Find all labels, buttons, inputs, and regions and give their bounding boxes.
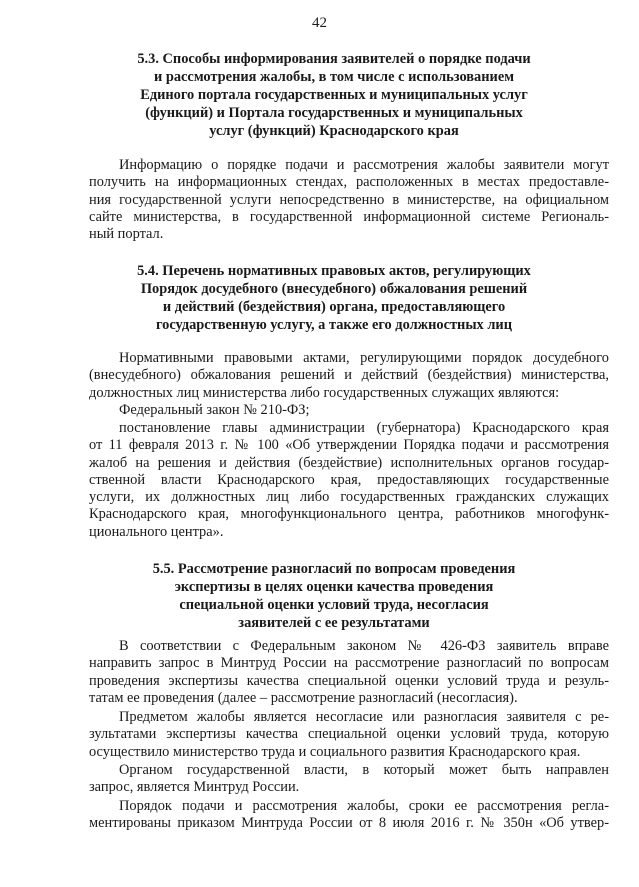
paragraph-line: получить на информационных стендах, расположенных в местах предоставле- [89, 174, 609, 191]
paragraph-line: запрос, является Минтруд России. [89, 779, 300, 796]
paragraph-line: зультатами экспертизы качества специальной оценки условий труда, которую [89, 726, 609, 743]
paragraph-line: сайте министерства, в государственной информационной системе Региональ- [89, 208, 609, 225]
paragraph-line: Федеральный закон № 210-ФЗ; [119, 402, 310, 418]
paragraph-line: (внесудебного) обжалования решений и действий (бездействия) министерства, [89, 367, 609, 384]
paragraph-line: услуги, их должностных лиц либо государственных гражданских служащих [89, 489, 609, 506]
paragraph-line: осуществило министерство труда и социального развития Краснодарского края. [89, 743, 581, 760]
section-5-5-paragraph-4 [89, 798, 609, 833]
paragraph-line: направить запрос в Минтруд России на рассмотрение разногласий по вопросам [89, 655, 609, 672]
paragraph-line: Предметом жалобы является несогласие или разногласия заявителя с ре- [119, 709, 609, 725]
paragraph-line: жалоб на решения и действия (бездействие) исполнительных органов государ- [89, 454, 609, 471]
paragraph-line: ственной власти Краснодарского края, предоставляющих государственные [89, 471, 609, 488]
heading-line: 5.3. Способы информирования заявителей о порядке подачи [137, 51, 531, 67]
paragraph-line: ционального центра». [89, 523, 224, 540]
heading-line: и действий (бездействия) органа, предоставляющего [162, 299, 506, 315]
paragraph-line: постановление главы администрации (губернатора) Краснодарского края [119, 420, 609, 436]
section-5-3-paragraph-1 [89, 157, 609, 243]
paragraph-line: Порядок подачи и рассмотрения жалобы, сроки ее рассмотрения регла- [119, 798, 609, 814]
section-5-5-heading [108, 560, 560, 632]
paragraph-line: от 11 февраля 2013 г. № 100 «Об утверждении Порядка подачи и рассмотрения [89, 437, 609, 454]
paragraph-line: Нормативными правовыми актами, регулирующими порядок досудебного [119, 350, 609, 366]
section-5-4-paragraph-3 [89, 420, 609, 541]
paragraph-line: должностных лиц министерства либо государственных служащих являются: [89, 384, 560, 401]
paragraph-line: В соответствии с Федеральным законом № 426-ФЗ заявитель вправе [119, 638, 609, 654]
paragraph-line: ментированы приказом Минтруда России от 8 июля 2016 г. № 350н «Об утвер- [89, 815, 609, 832]
heading-line: 5.4. Перечень нормативных правовых актов, регулирующих [137, 263, 531, 279]
heading-line: и рассмотрения жалобы, в том числе с использованием [153, 69, 515, 85]
page-number: 42 [312, 15, 327, 31]
paragraph-line: ния государственной услуги непосредственно в министерстве, на официальном [89, 191, 609, 208]
heading-line: специальной оценки условий труда, несогласия [179, 597, 489, 613]
heading-line: Порядок досудебного (внесудебного) обжалования решений [140, 281, 528, 297]
paragraph-line: ный портал. [89, 226, 164, 243]
paragraph-line: татам ее проведения (далее – рассмотрение разногласий (несогласия). [89, 689, 518, 706]
section-5-5-paragraph-2 [89, 709, 609, 761]
heading-line: 5.5. Рассмотрение разногласий по вопросам проведения [152, 561, 516, 577]
section-5-4-heading [108, 262, 560, 334]
section-5-5-paragraph-3 [89, 762, 609, 797]
paragraph-line: Краснодарского края, многофункционального центра, работников многофунк- [89, 506, 609, 523]
paragraph-line: Информацию о порядке подачи и рассмотрения жалобы заявители могут [119, 157, 609, 173]
heading-line: Единого портала государственных и муниципальных услуг [140, 87, 528, 103]
heading-line: (функций) и Портала государственных и муниципальных [145, 105, 523, 121]
section-5-4-paragraph-2 [89, 402, 609, 419]
heading-line: государственную услугу, а также его должностных лиц [155, 317, 513, 333]
paragraph-line: проведения экспертизы качества специальной оценки условий труда и резуль- [89, 672, 609, 689]
heading-line: услуг (функций) Краснодарского края [209, 123, 459, 139]
heading-line: экспертизы в целях оценки качества проведения [174, 579, 494, 595]
section-5-3-heading [108, 50, 560, 140]
section-5-5-paragraph-1 [89, 638, 609, 707]
heading-line: заявителей с ее результатами [238, 615, 430, 631]
section-5-4-paragraph-1 [89, 350, 609, 402]
paragraph-line: Органом государственной власти, в который может быть направлен [119, 762, 609, 778]
